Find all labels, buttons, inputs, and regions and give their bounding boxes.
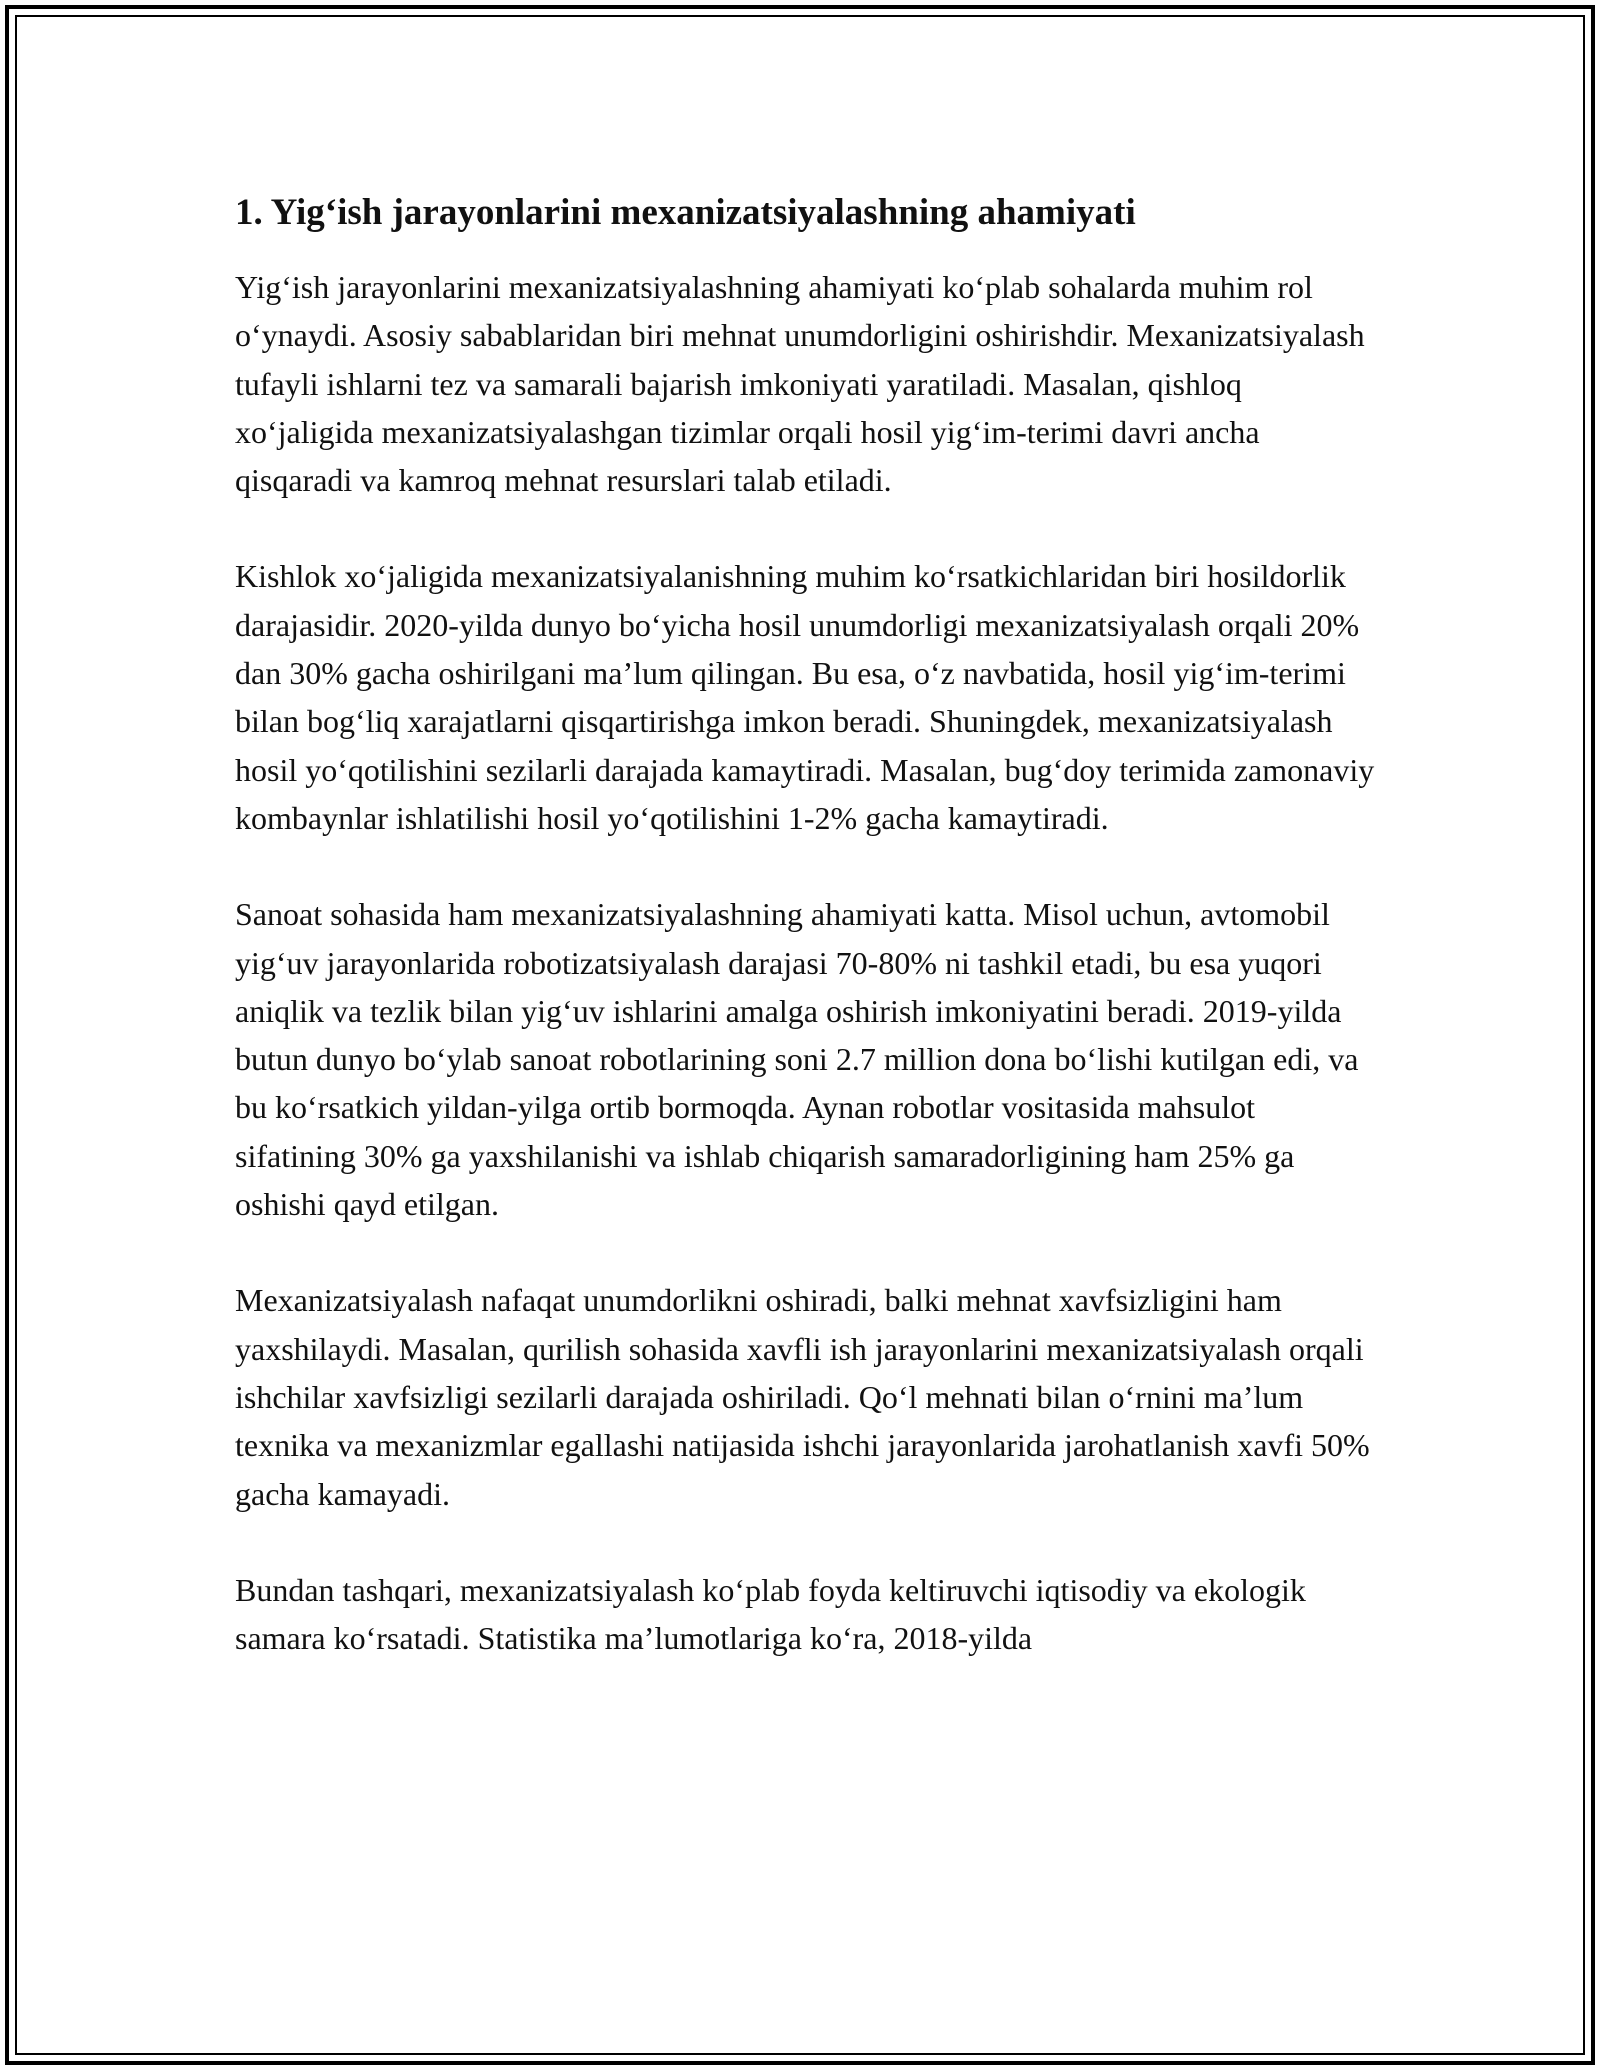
paragraph-2: Kishlok xo‘jaligida mexanizatsiyalanishning muhim ko‘rsatkichlaridan biri hosildorlik darajasidir. 2020-yilda dunyo bo‘yicha hosil unumdorligi mexanizatsiyalash orqali 20% dan 30% gacha oshirilgani ma’lum qilingan. Bu esa, o‘z navbatida, hosil yig‘im-terimi bilan bog‘liq xarajatlarni qisqartirishga imkon beradi. Shuningdek, mexanizatsiyalash hosil yo‘qotilishini sezilarli darajada kamaytiradi. Masalan, bug‘doy terimida zamonaviy kombaynlar ishlatilishi hosil yo‘qotilishini 1-2% gacha kamaytiradi. xyxy=(235,558,1375,836)
section-heading: 1. Yig‘ish jarayonlarini mexanizatsiyalashning ahamiyati xyxy=(235,192,1136,233)
paragraph-4: Mexanizatsiyalash nafaqat unumdorlikni oshiradi, balki mehnat xavfsizligini ham yaxshilaydi. Masalan, qurilish sohasida xavfli ish jarayonlarini mexanizatsiyalash orqali ishchilar xavfsizligi sezilarli darajada oshiriladi. Qo‘l mehnati bilan o‘rnini ma’lum texnika va mexanizmlar egallashi natijasida ishchi jarayonlarida jarohatlanish xavfi 50% gacha kamayadi. xyxy=(235,1282,1370,1512)
paragraph-1: Yig‘ish jarayonlarini mexanizatsiyalashning ahamiyati ko‘plab sohalarda muhim rol o‘ynaydi. Asosiy sabablaridan biri mehnat unumdorligini oshirishdir. Mexanizatsiyalash tufayli ishlarni tez va samarali bajarish imkoniyati yaratiladi. Masalan, qishloq xo‘jaligida mexanizatsiyalashgan tizimlar orqali hosil yig‘im-terimi davri ancha qisqaradi va kamroq mehnat resurslari talab etiladi. xyxy=(235,269,1365,499)
paragraph-3: Sanoat sohasida ham mexanizatsiyalashning ahamiyati katta. Misol uchun, avtomobil yig‘uv jarayonlarida robotizatsiyalash darajasi 70-80% ni tashkil etadi, bu esa yuqori aniqlik va tezlik bilan yig‘uv ishlarini amalga oshirish imkoniyatini beradi. 2019-yilda butun dunyo bo‘ylab sanoat robotlarining soni 2.7 million dona bo‘lishi kutilgan edi, va bu ko‘rsatkich yildan-yilga ortib bormoqda. Aynan robotlar vositasida mahsulot sifatining 30% ga yaxshilanishi va ishlab chiqarish samaradorligining ham 25% ga oshishi qayd etilgan. xyxy=(235,896,1359,1223)
document-body xyxy=(235,190,1375,1710)
paragraph-5: Bundan tashqari, mexanizatsiyalash ko‘plab foyda keltiruvchi iqtisodiy va ekologik samara ko‘rsatadi. Statistika ma’lumotlariga ko‘ra, 2018-yilda xyxy=(235,1571,1306,1657)
